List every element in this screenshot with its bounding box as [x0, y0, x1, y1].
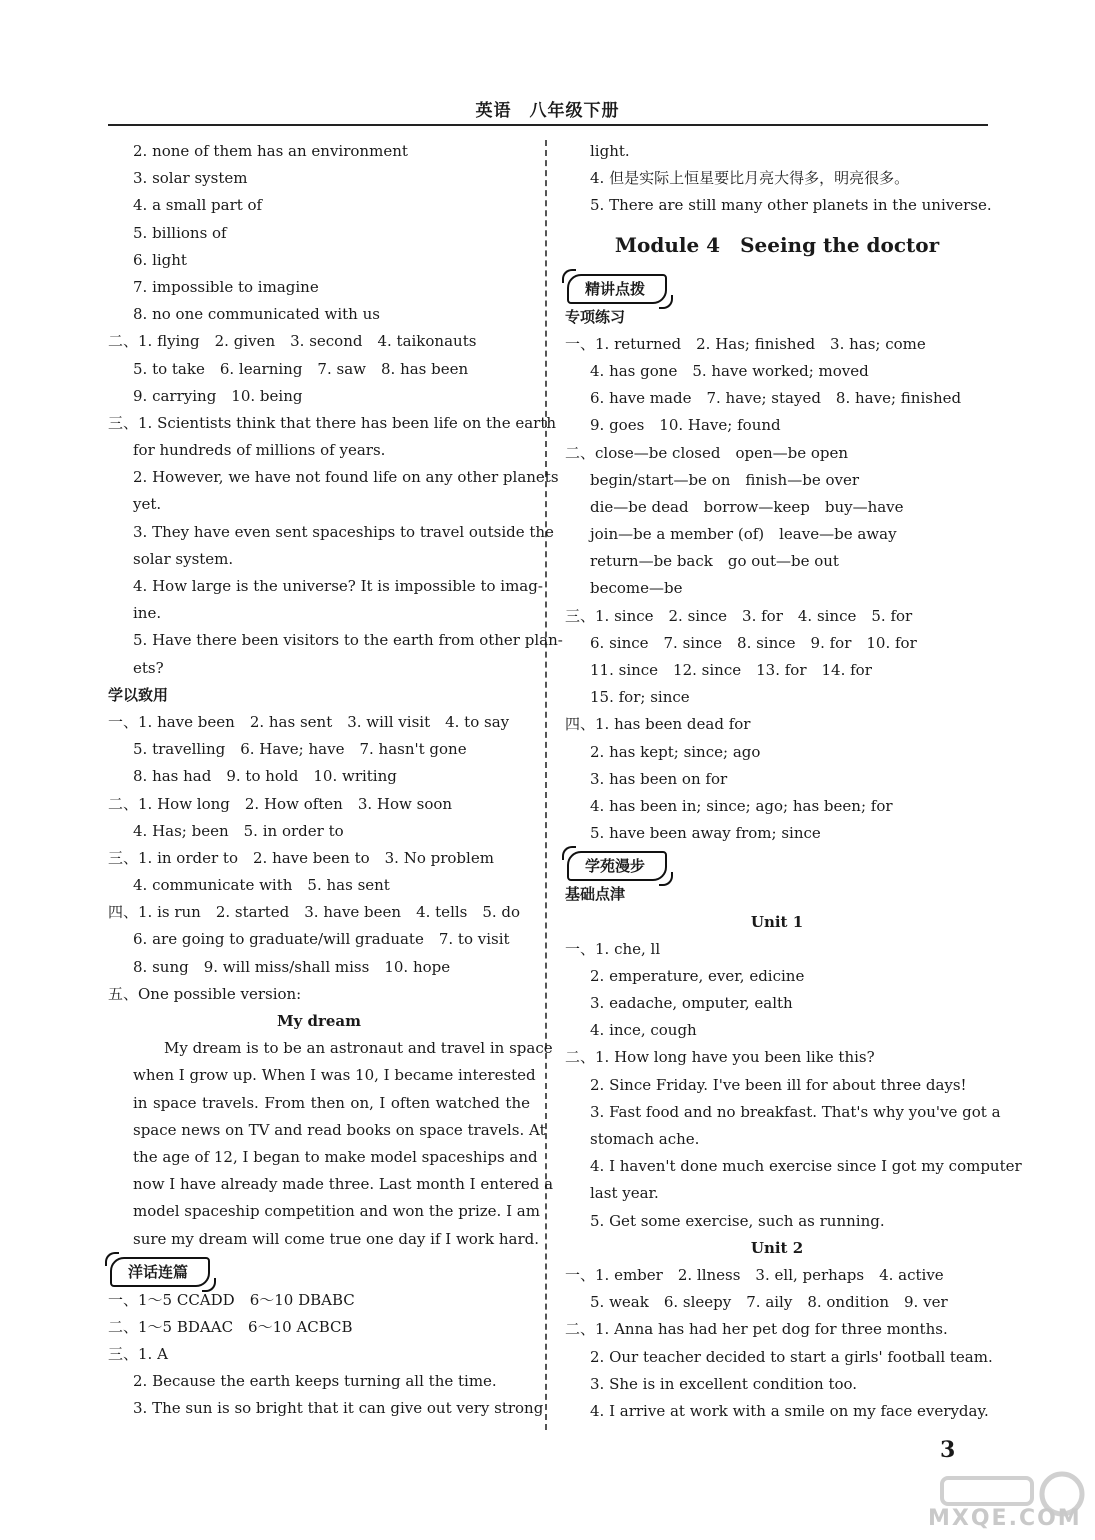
answer-line: 2. Since Friday. I've been ill for about three days! — [590, 1075, 967, 1094]
answer-line: 四、1. is run 2. started 3. have been 4. tells 5. do — [108, 903, 521, 922]
subheading: Unit 1 — [750, 912, 804, 931]
answer-line: 二、1. Anna has had her pet dog for three months. — [565, 1320, 948, 1339]
answer-line: 3. solar system — [133, 169, 248, 188]
answer-line: yet. — [133, 495, 162, 514]
answer-line: 一、1～5 CCADD 6～10 DBABC — [108, 1290, 355, 1309]
answer-line: model spaceship competition and won the prize. I am — [133, 1202, 540, 1221]
answer-line: 3. Fast food and no breakfast. That's why you've got a — [590, 1102, 1001, 1121]
answer-line: My dream is to be an astronaut and travel in space — [164, 1039, 553, 1058]
answer-line: 5. Have there been visitors to the earth from other plan- — [133, 631, 563, 650]
answer-line: 6. are going to graduate/will graduate 7. to visit — [133, 930, 510, 949]
answer-line: 三、1. in order to 2. have been to 3. No problem — [108, 848, 494, 867]
answer-line: 9. carrying 10. being — [133, 386, 303, 405]
answer-line: 3. eadache, omputer, ealth — [590, 994, 793, 1013]
answer-line: return—be back go out—be out — [590, 552, 839, 571]
answer-line: 3. has been on for — [590, 769, 728, 788]
answer-line: stomach ache. — [590, 1130, 700, 1148]
answer-line: 4. communicate with 5. has sent — [133, 876, 390, 895]
answer-line: 三、1. A — [108, 1345, 168, 1364]
answer-line: 2. Because the earth keeps turning all the time. — [133, 1372, 497, 1391]
answer-line: 4. How large is the universe? It is impossible to imag- — [133, 577, 543, 595]
answer-line: join—be a member (of) leave—be away — [590, 525, 897, 544]
answer-line: light. — [590, 142, 630, 160]
section-tag — [108, 1253, 530, 1287]
section-tag — [565, 847, 989, 881]
answer-line: 一、1. have been 2. has sent 3. will visit 4. to say — [108, 712, 510, 731]
answer-line: become—be — [590, 579, 683, 598]
answer-line: in space travels. From then on, I often watched the — [133, 1093, 530, 1112]
answer-line: 五、One possible version: — [108, 984, 302, 1003]
answer-line: 三、1. Scientists think that there has been life on the earth — [108, 413, 557, 432]
answer-line: 6. light — [133, 250, 187, 269]
answer-line: now I have already made three. Last month I entered a — [133, 1175, 554, 1194]
answer-line: 5. to take 6. learning 7. saw 8. has been — [133, 359, 469, 378]
answer-line: begin/start—be on finish—be over — [590, 470, 860, 489]
answer-line: 8. no one communicated with us — [133, 305, 380, 324]
answer-line: 一、1. che, ll — [565, 939, 661, 958]
answer-line: 3. She is in excellent condition too. — [590, 1374, 858, 1393]
answer-line: 6. have made 7. have; stayed 8. have; finished — [590, 389, 962, 408]
right-column — [565, 138, 1022, 1425]
header-rule — [108, 124, 988, 126]
section-tag — [565, 270, 989, 304]
answer-line: 4. has been in; since; ago; has been; for — [590, 796, 893, 815]
answer-line: 5. travelling 6. Have; have 7. hasn't gone — [133, 740, 467, 759]
answer-line: 5. billions of — [133, 223, 227, 242]
answer-line: sure my dream will come true one day if I work hard. — [133, 1229, 540, 1248]
page-header-title: 英语 八年级下册 — [475, 101, 620, 121]
answer-line: 4. I arrive at work with a smile on my face everyday. — [590, 1401, 989, 1420]
watermark-text: MXQE.COM — [928, 1506, 1082, 1531]
answer-line: 5. There are still many other planets in the universe. — [590, 196, 992, 215]
answer-line: 3. They have even sent spaceships to travel outside the — [133, 522, 554, 541]
answer-line: 4. a small part of — [133, 196, 263, 215]
answer-line: 二、close—be closed open—be open — [565, 443, 849, 462]
answer-line: 8. sung 9. will miss/shall miss 10. hope — [133, 957, 451, 976]
answer-line: 4. Has; been 5. in order to — [133, 821, 344, 840]
answer-line: 7. impossible to imagine — [133, 277, 319, 296]
answer-line: 3. The sun is so bright that it can give out very strong — [133, 1399, 544, 1418]
answer-line: 一、1. returned 2. Has; finished 3. has; come — [565, 334, 926, 353]
section-tag-label: 学苑漫步 — [567, 851, 667, 881]
answer-line: 二、1～5 BDAAC 6～10 ACBCB — [108, 1317, 353, 1336]
module-title: Module 4 Seeing the doctor — [614, 232, 940, 257]
answer-line: 11. since 12. since 13. for 14. for — [590, 661, 872, 679]
section-heading: 基础点津 — [565, 885, 626, 904]
answer-line: the age of 12, I began to make model spaceships and — [133, 1147, 538, 1166]
left-column — [108, 138, 563, 1423]
answer-line: 4. I haven't done much exercise since I got my computer — [590, 1157, 1022, 1176]
answer-line: 4. 但是实际上恒星要比月亮大得多，明亮很多。 — [590, 169, 910, 188]
answer-line: 5. weak 6. sleepy 7. aily 8. ondition 9. ver — [590, 1293, 948, 1312]
subheading: My dream — [276, 1012, 362, 1030]
answer-line: when I grow up. When I was 10, I became interested — [133, 1066, 536, 1085]
page-number: 3 — [940, 1437, 956, 1463]
answer-line: 8. has had 9. to hold 10. writing — [133, 767, 397, 786]
answer-line: 2. emperature, ever, edicine — [590, 966, 805, 985]
answer-line: 2. none of them has an environment — [133, 142, 408, 160]
column-divider — [545, 140, 547, 1430]
answer-line: 二、1. How long have you been like this? — [565, 1048, 875, 1067]
answer-line: solar system. — [133, 549, 234, 568]
answer-line: 四、1. has been dead for — [565, 715, 751, 734]
answer-line: 2. However, we have not found life on any other planets — [133, 468, 559, 487]
answer-line: ine. — [133, 604, 162, 623]
subheading: Unit 2 — [750, 1238, 804, 1257]
answer-line: 5. have been away from; since — [590, 824, 821, 843]
section-heading: 专项练习 — [565, 307, 626, 326]
answer-line: 9. goes 10. Have; found — [590, 416, 781, 435]
answer-line: for hundreds of millions of years. — [133, 441, 386, 460]
watermark-logo — [922, 1466, 1092, 1536]
answer-line: 5. Get some exercise, such as running. — [590, 1211, 885, 1230]
section-tag-label: 洋话连篇 — [110, 1257, 210, 1287]
answer-line: 15. for; since — [590, 688, 690, 707]
answer-line: 2. has kept; since; ago — [590, 742, 761, 761]
answer-line: 4. has gone 5. have worked; moved — [590, 361, 869, 380]
answer-line: 6. since 7. since 8. since 9. for 10. for — [590, 633, 917, 652]
answer-line: last year. — [590, 1184, 659, 1203]
answer-line: 二、1. flying 2. given 3. second 4. taikonauts — [108, 332, 477, 351]
answer-line: 三、1. since 2. since 3. for 4. since 5. for — [565, 606, 913, 625]
answer-line: die—be dead borrow—keep buy—have — [590, 497, 904, 516]
answer-line: 4. ince, cough — [590, 1021, 697, 1040]
answer-line: 2. Our teacher decided to start a girls' football team. — [590, 1347, 993, 1366]
section-tag-label: 精讲点拨 — [567, 274, 667, 304]
answer-line: 二、1. How long 2. How often 3. How soon — [108, 794, 453, 813]
answer-line: 一、1. ember 2. llness 3. ell, perhaps 4. active — [565, 1265, 944, 1284]
answer-line: ets? — [133, 658, 164, 677]
section-heading: 学以致用 — [108, 685, 169, 704]
answer-line: space news on TV and read books on space travels. At — [133, 1120, 546, 1139]
